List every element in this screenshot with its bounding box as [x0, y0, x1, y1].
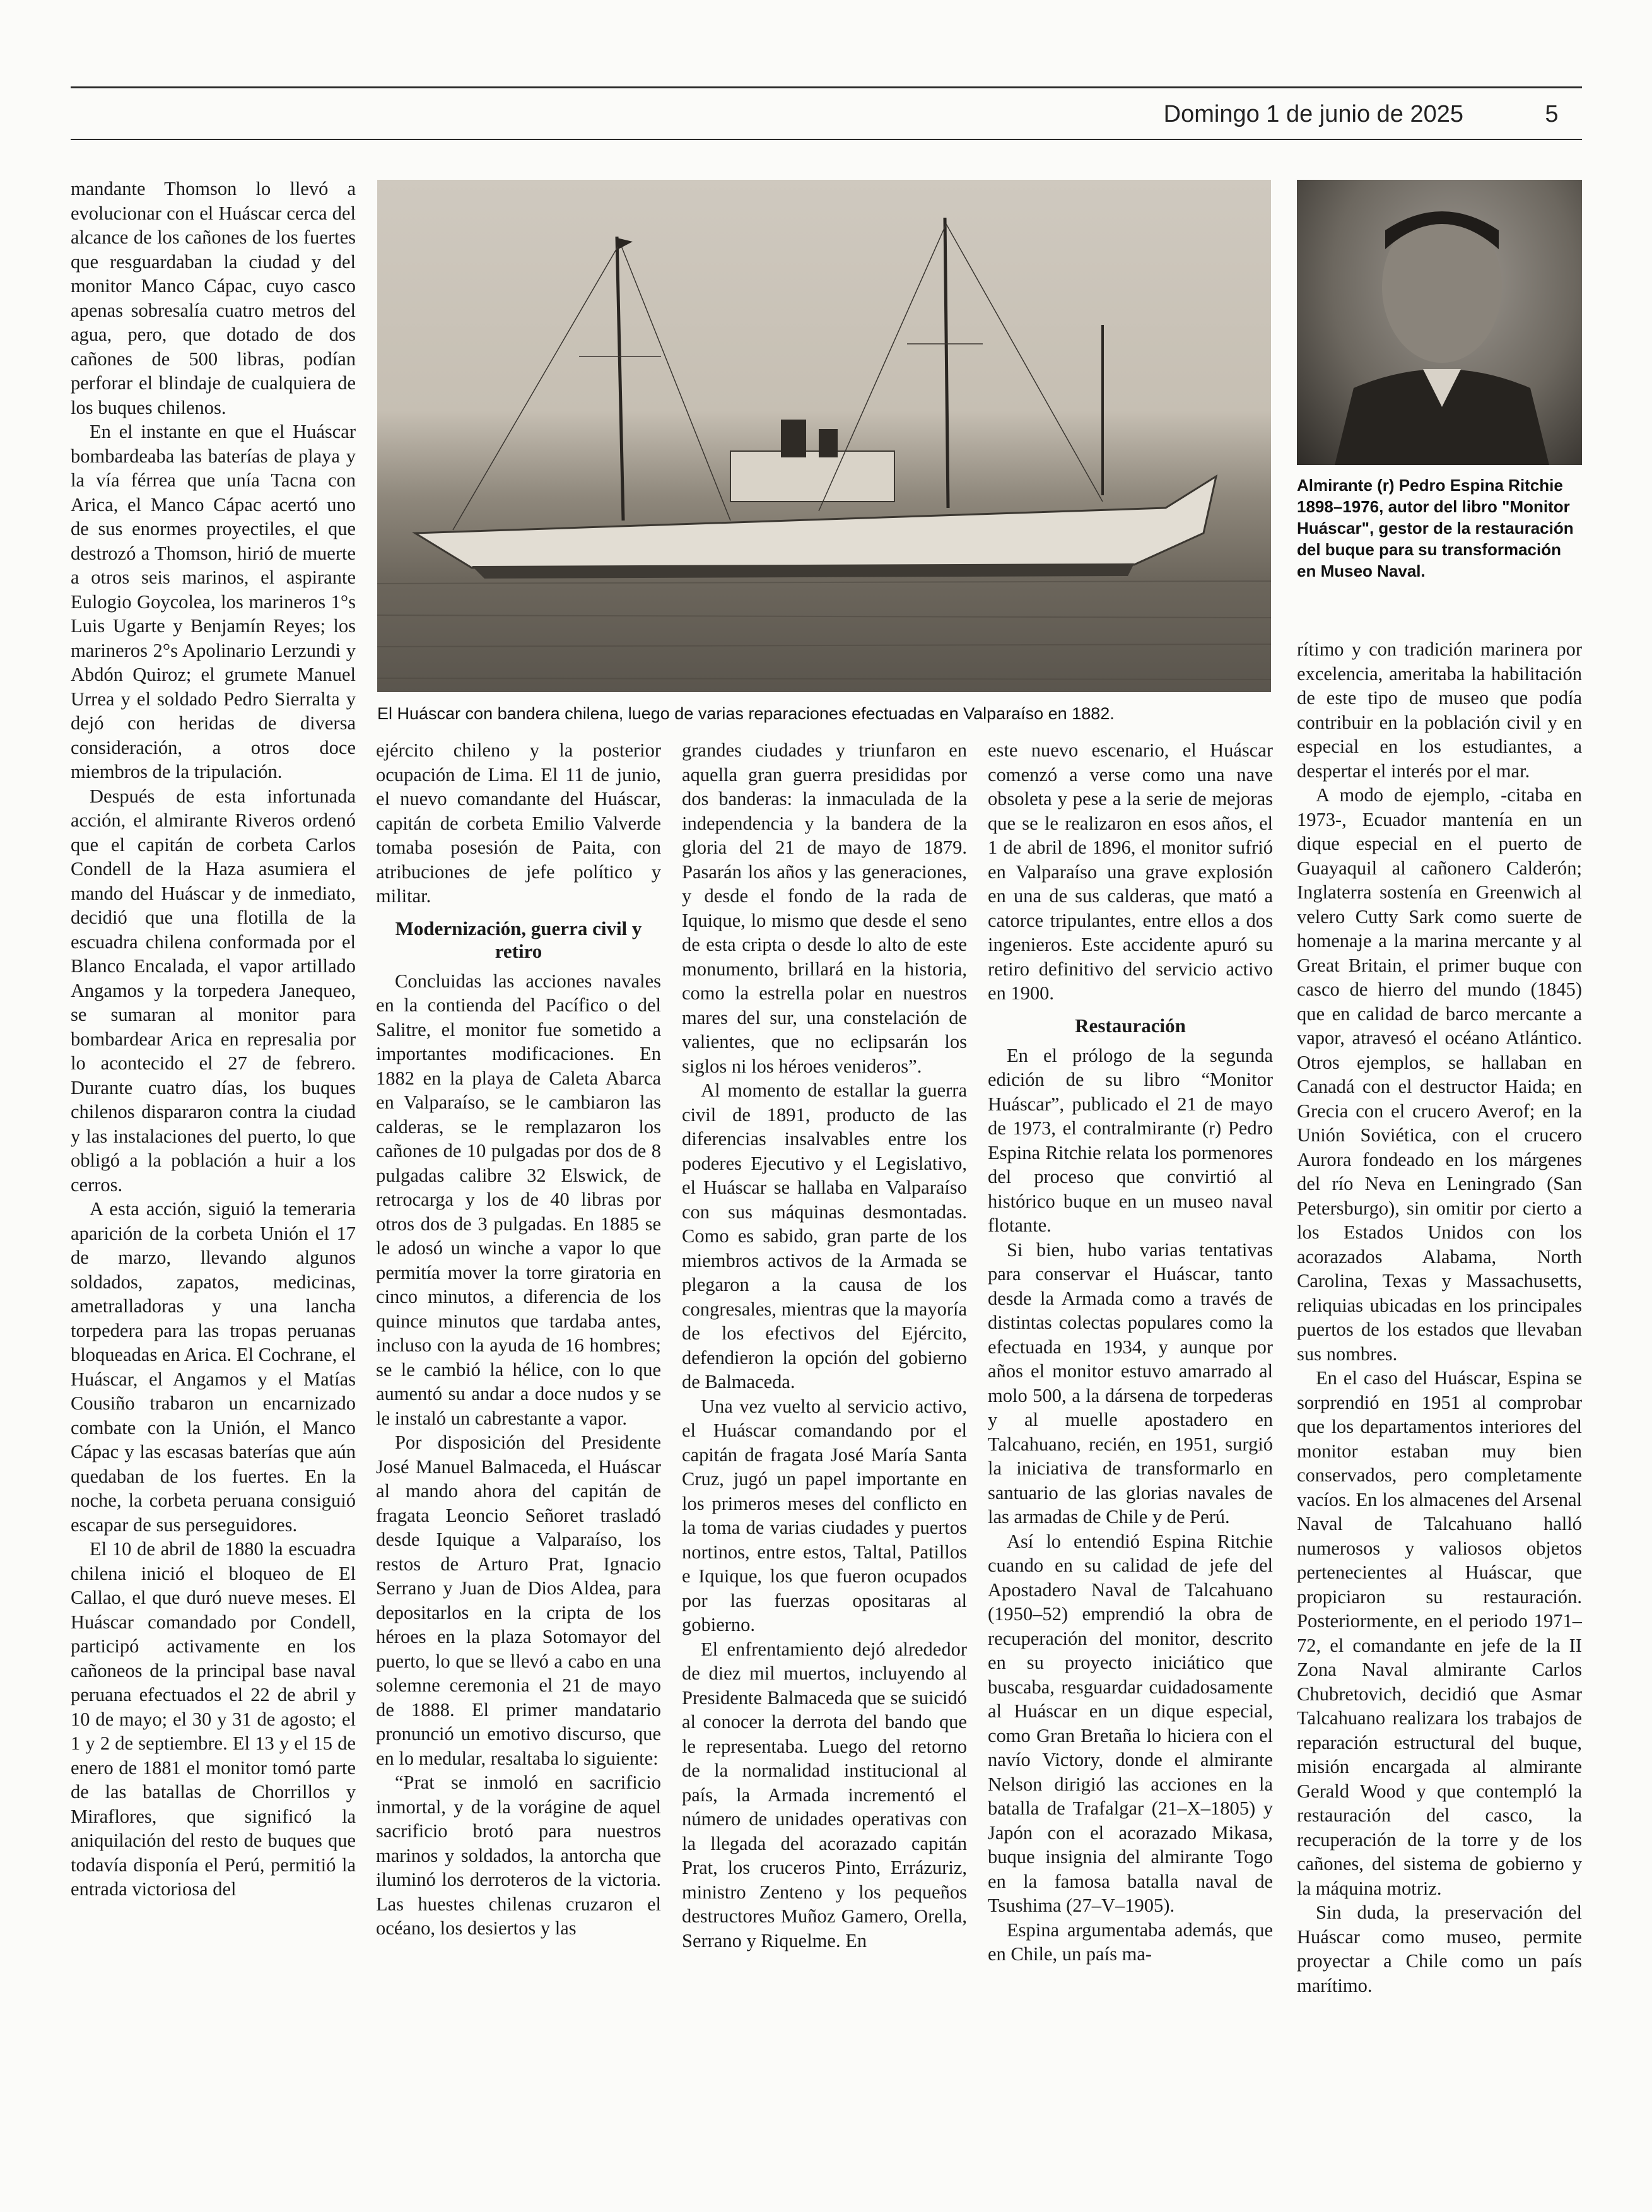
col1-paragraph: mandante Thomson lo llevó a evolucionar con el Huáscar cerca del alcance de los cañones de los fuertes que resguardaban la ciudad y del monitor Manco Cápac, cuyo casco apenas sobresalía cuatro metros del agua, pero, que dotado de dos cañones de 500 libras, podían perforar el blindaje de cualquiera de los buques chilenos.	[71, 178, 356, 418]
section-heading-restauracion: Restauración	[1075, 1014, 1186, 1037]
col1-paragraph: En el instante en que el Huáscar bombardeaba las baterías de playa y la vía férrea que unía Tacna con Arica, el Manco Cápac acertó uno de sus enormes proyectiles, el que destrozó a Thomson, hirió de muerte a otros seis marinos, el aspirante Eulogio Goycolea, los marineros 1°s Luis Ugarte y Benjamín Reyes; los marineros 2°s Apolinario Lerzundi y Abdón Quiroz; el grumete Manuel Urrea y el soldado Pedro Sierralta y dejó con heridas de diversa consideración, a otros doce miembros de la tripulación.	[71, 421, 356, 782]
col2-paragraph: “Prat se inmoló en sacrificio inmortal, y de la vorágine de aquel sacrificio brotó para nuestros marinos y soldados, la antorcha que iluminó los derroteros de la victoria. Las huestes chilenas cruzaron el océano, los desiertos y las	[376, 1772, 661, 1939]
portrait-caption-name: Almirante (r) Pedro Espina Ritchie	[1297, 476, 1563, 495]
issue-date: Domingo 1 de junio de 2025	[1163, 101, 1463, 127]
column-1	[71, 177, 356, 2164]
page-number: 5	[1545, 101, 1559, 127]
col1-paragraph: A esta acción, siguió la temeraria aparición de la corbeta Unión el 17 de marzo, llevando algunos soldados, zapatos, medicinas, ametralladoras y una lancha torpedera para las tropas peruanas bloqueadas en Arica. El Cochrane, el Huáscar, el Angamos y el Matías Cousiño trabaron un encarnizado combate con la Unión, el Manco Cápac y las escasas baterías que aún quedaban de los fuertes. En la noche, la corbeta peruana consiguió escapar de sus perseguidores.	[71, 1198, 356, 1536]
col2-paragraph: Por disposición del Presidente José Manuel Balmaceda, el Huáscar al mando ahora del capitán de fragata Leoncio Señoret trasladó desde Iquique a Valparaíso, los restos de Arturo Prat, Ignacio Serrano y Juan de Dios Aldea, para depositarlos en la cripta de los héroes en la plaza Sotomayor del puerto, lo que se llevó a cabo en una solemne ceremonia el 21 de mayo de 1888. El primer mandatario pronunció un emotivo discurso, que en lo medular, resaltaba lo siguiente:	[376, 1432, 661, 1769]
column-5	[1297, 637, 1582, 2164]
portrait-caption-detail: 1898–1976, autor del libro "Monitor Huáscar", gestor de la restauración del buque para su transformación en Museo Naval.	[1297, 497, 1574, 580]
ship-illustration	[377, 180, 1271, 692]
col4-intro: este nuevo escenario, el Huáscar comenzó a verse como una nave obsoleta y pese a la serie de mejoras que se le realizaron en esos años, el 1 de abril de 1896, el monitor sufrió en Valparaíso una grave explosión en una de sus calderas, que mató a catorce tripulantes, entre ellos a dos ingenieros. Este accidente apuró su retiro definitivo del servicio activo en 1900.	[988, 739, 1273, 1004]
col5-paragraph: En el caso del Huáscar, Espina se sorprendió en 1951 al comprobar que los departamentos interiores del monitor estaban muy bien conservados, pero completamente vacíos. En los almacenes del Arsenal Naval de Talcahuano halló numerosos y valiosos objetos pertenecientes al Huáscar, que propiciaron su restauración. Posteriormente, en el periodo 1971–72, el comandante en jefe de la II Zona Naval almirante Carlos Chubretovich, decidió que Asmar Talcahuano realizara los trabajos de reparación estructural del buque, misión encargada al almirante Gerald Wood y que contempló la restauración del casco, la recuperación de la torre y de los cañones, del sistema de gobierno y la máquina motriz.	[1297, 1367, 1582, 1899]
ship-photo-caption: El Huáscar con bandera chilena, luego de varias reparaciones efectuadas en Valparaíso en 1882.	[377, 704, 1115, 723]
top-rule	[71, 86, 1582, 88]
col3-paragraph: Una vez vuelto al servicio activo, el Huáscar comandando por el capitán de fragata José María Santa Cruz, jugó un papel importante en los primeros meses del conflicto en la toma de varias ciudades y puertos nortinos, entre estos, Taltal, Patillos e Iquique, los que fueron ocupados por las fuerzas opositaras al gobierno.	[682, 1395, 967, 1635]
col5-paragraph: rítimo y con tradición marinera por excelencia, ameritaba la habilitación de este tipo de museo que podía contribuir en la población civil y en especial en los estudiantes, a despertar el interés por el mar.	[1297, 638, 1582, 782]
section-heading-modernizacion: Modernización, guerra civil y retiro	[395, 917, 642, 962]
column-3	[682, 738, 967, 2164]
huascar-ship-photo	[377, 180, 1271, 692]
col2-paragraph: Concluidas las acciones navales en la contienda del Pacífico o del Salitre, el monitor fue sometido a importantes modificaciones. En 1882 en la playa de Caleta Abarca en Valparaíso, se le cambiaron las calderas, se le remplazaron los cañones de 10 pulgadas por dos de 8 pulgadas calibre 32 Elswick, de retrocarga y los de 40 libras por otros dos de 3 pulgadas. En 1885 se le adosó un winche a vapor lo que permitía mover la torre giratoria en cinco minutos, a diferencia de los quince minutos que tardaba antes, incluso con la ayuda de 16 hombres; se le cambió la hélice, con lo que aumentó su andar a doce nudos y se le instaló un cabrestante a vapor.	[376, 970, 661, 1429]
column-2	[376, 738, 661, 2164]
column-4	[988, 738, 1273, 2164]
col5-paragraph: Sin duda, la preservación del Huáscar como museo, permite proyectar a Chile como un país marítimo.	[1297, 1902, 1582, 1996]
portrait-photo	[1297, 180, 1582, 465]
col4-paragraph: Si bien, hubo varias tentativas para conservar el Huáscar, tanto desde la Armada como a través de distintas colectas populares como la efectuada en 1934, y aunque por años el monitor estuvo amarrado al molo 500, a la dársena de torpederas y al muelle apostadero en Talcahuano, recién, en 1951, surgió la iniciativa de transformarlo en santuario de las glorias navales de las armadas de Chile y de Perú.	[988, 1238, 1273, 1527]
col2-intro: ejército chileno y la posterior ocupación de Lima. El 11 de junio, el nuevo comandante del Huáscar, capitán de corbeta Emilio Valverde tomaba posesión de Paita, con atribuciones de jefe político y militar.	[376, 739, 661, 907]
col4-paragraph: Así lo entendió Espina Ritchie cuando en su calidad de jefe del Apostadero Naval de Talcahuano (1950–52) emprendió la obra de recuperación del monitor, descrito en su proyecto iniciático que buscaba, resguardar cuidadosamente al Huáscar en un dique especial, como Gran Bretaña lo hiciera con el navío Victory, donde el almirante Nelson dirigió las acciones en la batalla de Trafalgar (21–X–1805) y Japón con el acorazado Mikasa, buque insignia del almirante Togo en la famosa batalla naval de Tsushima (27–V–1905).	[988, 1530, 1273, 1916]
col1-paragraph: El 10 de abril de 1880 la escuadra chilena inició el bloqueo de El Callao, el que duró nueve meses. El Huáscar comandado por Condell, participó activamente en los cañoneos de la principal base naval peruana efectuados el 22 de abril y 10 de mayo; el 30 y 31 de agosto; el 1 y 2 de septiembre. El 13 y el 15 de enero de 1881 el monitor tomó parte de las batallas de Chorrillos y Miraflores, que significó la aniquilación del resto de buques que todavía disponía el Perú, permitió la entrada victoriosa del	[71, 1538, 356, 1900]
col4-paragraph: En el prólogo de la segunda edición de su libro “Monitor Huáscar”, publicado el 21 de mayo de 1973, el contralmirante (r) Pedro Espina Ritchie relata los pormenores del proceso que convirtió al histórico buque en un museo naval flotante.	[988, 1044, 1273, 1236]
col3-paragraph: Al momento de estallar la guerra civil de 1891, producto de las diferencias insalvables entre los poderes Ejecutivo y el Legislativo, el Huáscar se hallaba en Valparaíso con sus máquinas desmontadas. Como es sabido, gran parte de los miembros activos de la Armada se plegaron a la causa de los congresales, mientras que la mayoría de los efectivos del Ejército, defendieron la opción del gobierno de Balmaceda.	[682, 1080, 967, 1392]
col1-paragraph: Después de esta infortunada acción, el almirante Riveros ordenó que el capitán de corbeta Carlos Condell de la Haza asumiera el mando del Huáscar y de inmediato, decidió que una flotilla de la escuadra chilena conformada por el Blanco Encalada, el vapor artillado Angamos y la torpedera Janequeo, se sumaran al monitor para bombardear Arica en represalia por lo acontecido el 27 de febrero. Durante cuatro días, los buques chilenos dispararon contra la ciudad y las instalaciones del puerto, lo que obligó a la población a huir a los cerros.	[71, 785, 356, 1196]
col3-paragraph: grandes ciudades y triunfaron en aquella gran guerra presididas por dos banderas: la inmaculada de la independencia y la bandera de la gloria del 21 de mayo de 1879. Pasarán los años y las generaciones, y desde el fondo de la rada de Iquique, lo mismo que desde el seno de esta cripta o desde lo alto de este monumento, brillará en la historia, como la estrella polar en nuestros mares del sur, una constelación de valientes, que no eclipsarán los siglos ni los héroes venideros”.	[682, 739, 967, 1077]
portrait-illustration	[1297, 180, 1582, 465]
portrait-caption	[1297, 474, 1582, 582]
header-rule	[71, 139, 1582, 140]
col5-paragraph: A modo de ejemplo, -citaba en 1973-, Ecuador mantenía en un dique especial en el puerto de Guayaquil al cañonero Calderón; Inglaterra sostenía en Greenwich al velero Cutty Sark como suerte de homenaje a la marina mercante y al Great Britain, el primer buque con casco de hierro del mundo (1845) que en calidad de barco mercante a vapor, atravesó el océano Atlántico. Otros ejemplos, se hallaban en Canadá con el destructor Haida; en Grecia con el crucero Averof; en la Unión Soviética, con el crucero Aurora fondeado en los márgenes del río Neva en Leningrado (San Petersburgo), sin omitir por cierto a los Estados Unidos con los acorazados Alabama, North Carolina, Texas y Massachusetts, reliquias ubicadas en los principales puertos de los estados que llevaban sus nombres.	[1297, 784, 1582, 1365]
col3-paragraph: El enfrentamiento dejó alrededor de diez mil muertos, incluyendo al Presidente Balmaceda que se suicidó al conocer la derrota del bando que le representaba. Luego del retorno de la normalidad institucional al país, la Armada incrementó el número de unidades operativas con la llegada del acorazado capitán Prat, los cruceros Pinto, Errázuriz, ministro Zenteno y los pequeños destructores Muñoz Gamero, Orella, Serrano y Riquelme. En	[682, 1638, 967, 1951]
col4-paragraph: Espina argumentaba además, que en Chile, un país ma-	[988, 1919, 1273, 1965]
